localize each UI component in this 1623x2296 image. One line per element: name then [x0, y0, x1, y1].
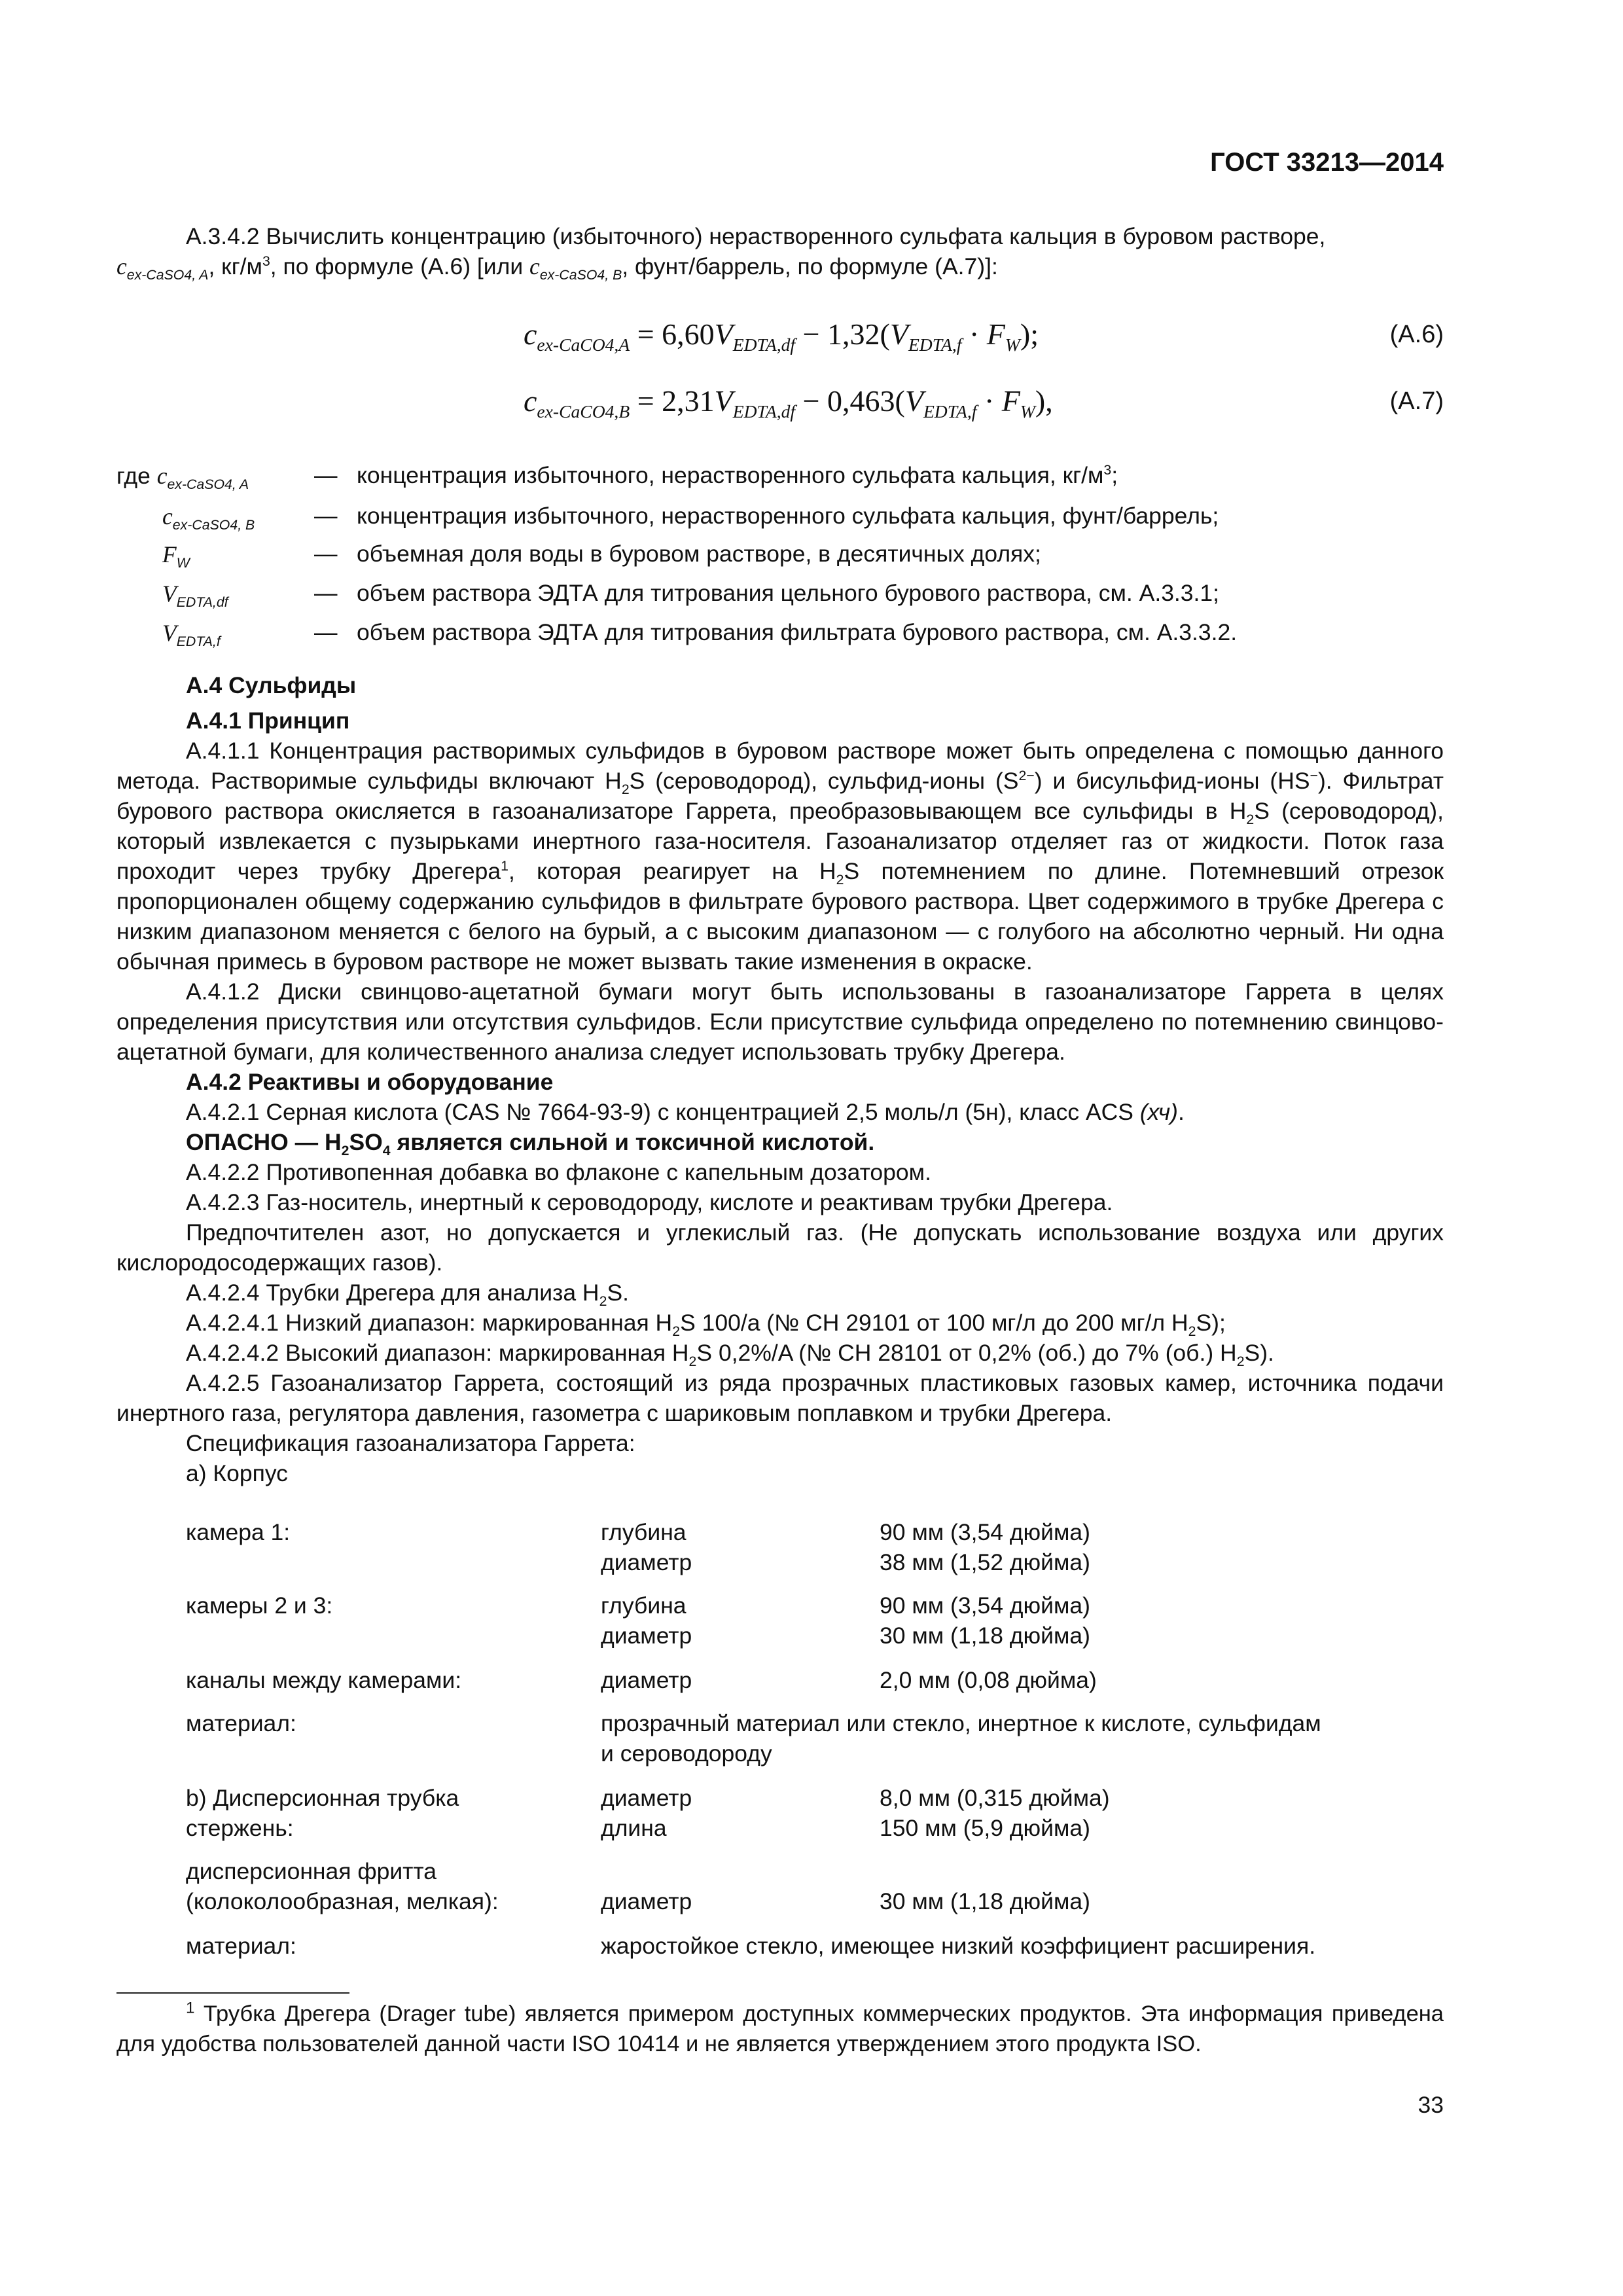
spec-cell-c2: длина [601, 1815, 667, 1841]
spec-cell-c2: диаметр [601, 1667, 692, 1693]
spec-cell-c1: камера 1: [186, 1519, 291, 1545]
section-heading: А.4.1 Принцип [186, 708, 350, 734]
spec-cell-c1: каналы между камерами: [186, 1667, 462, 1693]
spec-cell-c2: жаростойкое стекло, имеющее низкий коэффициент расширения. [601, 1933, 1316, 1959]
footnote-divider [116, 1992, 349, 1994]
paragraph-a421: А.4.2.1 Серная кислота (CAS № 7664-93-9) с концентрацией 2,5 моль/л (5н), класс ACS (хч). [186, 1099, 1185, 1125]
formula-a7-number: (А.7) [1389, 387, 1444, 415]
footnote: $^1$ Трубка Дрегера (Drager tube) является примером доступных коммерческих продуктов. Эта информация приведена для удобства пользователей данной части ISO 10414 и не является утверждением этого продукта ISO. [116, 1999, 1444, 2056]
legend-row: где $c_{ex-CaSO4, A}$ — концентрация избыточного, нерастворенного сульфата кальция, $кг/м^3$; [116, 462, 1118, 493]
spec-cell-c2: диаметр [601, 1623, 692, 1649]
danger-warning: ОПАСНО — $H_2SO_4$ является сильной и токсичной кислотой. [186, 1129, 875, 1159]
spec-cell-c1: стержень: [186, 1815, 294, 1841]
legend-row: $c_{ex-CaSO4, B}$ — концентрация избыточного, нерастворенного сульфата кальция, фунт/баррель; [162, 503, 1219, 533]
spec-cell-c1: материал: [186, 1933, 296, 1959]
spec-cell-c3: 30 мм (1,18 дюйма) [880, 1623, 1090, 1649]
paragraph-a4242: А.4.2.4.2 Высокий диапазон: маркированная $H_2S$ 0,2%/A (№ CH 28101 от 0,2% (об.) до 7% (об.) $H_2S$). [186, 1340, 1274, 1370]
spec-cell-c2: и сероводороду [601, 1740, 772, 1767]
spec-cell-c2: глубина [601, 1519, 687, 1545]
spec-cell-c3: 150 мм (5,9 дюйма) [880, 1815, 1090, 1841]
spec-cell-c3: 2,0 мм (0,08 дюйма) [880, 1667, 1097, 1693]
formula-a6-number: (А.6) [1389, 321, 1444, 348]
paragraph-body-label: a) Корпус [186, 1460, 288, 1486]
paragraph-preferred-gas: Предпочтителен азот, но допускается и углекислый газ. (Не допускать использование воздуха или других кислородосодержащих газов). [116, 1219, 1444, 1276]
legend-row: $V_{EDTA,df}$ — объем раствора ЭДТА для титрования цельного бурового раствора, см. А.3.3.1; [162, 580, 1220, 611]
spec-cell-c1: b) Дисперсионная трубка [186, 1785, 459, 1811]
formula-a6: $c_{ex-CaCO4,A} = 6,60V_{EDTA,df} - 1,32(V_{EDTA,f} \cdot F_W)$; [524, 317, 1039, 355]
spec-cell-c1: (колоколообразная, мелкая): [186, 1888, 499, 1914]
paragraph-a422: А.4.2.2 Противопенная добавка во флаконе с капельным дозатором. [186, 1159, 931, 1185]
section-heading: А.4.2 Реактивы и оборудование [186, 1069, 554, 1095]
section-heading: А.4 Сульфиды [186, 672, 357, 698]
legend-row: $F_W$ — объемная доля воды в буровом растворе, в десятичных долях; [162, 541, 1041, 571]
spec-cell-c1: материал: [186, 1710, 296, 1736]
paragraph-a423: А.4.2.3 Газ-носитель, инертный к сероводороду, кислоте и реактивам трубки Дрегера. [186, 1189, 1113, 1215]
spec-cell-c3: 8,0 мм (0,315 дюйма) [880, 1785, 1110, 1811]
paragraph-a4241: А.4.2.4.1 Низкий диапазон: маркированная $H_2S$ 100/a (№ CH 29101 от 100 мг/л до 200 мг/л $H_2S$); [186, 1310, 1226, 1340]
spec-cell-c3: 90 мм (3,54 дюйма) [880, 1592, 1090, 1619]
paragraph-spec-intro: Спецификация газоанализатора Гаррета: [186, 1430, 635, 1456]
spec-cell-c3: 30 мм (1,18 дюйма) [880, 1888, 1090, 1914]
paragraph-a412: А.4.1.2 Диски свинцово-ацетатной бумаги могут быть использованы в газоанализаторе Гаррета в целях определения присутствия или отсутствия сульфидов. Если присутствие сульфида определено по потемнению свинцово-ацетатной бумаги, для количественного анализа следует использовать трубку Дрегера. [116, 978, 1444, 1065]
intro-paragraph: А.3.4.2 Вычислить концентрацию (избыточного) нерастворенного сульфата кальция в буровом растворе, $c_{ex-CaSO4, A}$, $кг/м^3$, по формуле (А.6) [или $c_{ex-CaSO4, B}$, фунт/баррель, по формуле (А.7)]: [116, 223, 1326, 283]
paragraph-a411: А.4.1.1 Концентрация растворимых сульфидов в буровом растворе может быть определена с помощью данного метода. Растворимые сульфиды включают $H_2S$ (сероводород), сульфид-ионы $(S^{2-})$ и бисульфид-ионы (HS−). Фильтрат бурового раствора окисляется в газоанализаторе Гаррета, преобразовывающем все сульфиды в $H_2S$ (сероводород), который извлекается с пузырьками инертного газа-носителя. Газоанализатор отделяет газ от жидкости. Поток газа проходит через трубку Дрегера$^1$, которая реагирует на $H_2S$ потемнением по длине. Потемневший отрезок пропорционален общему содержанию сульфидов в фильтрате бурового раствора. Цвет содержимого в трубке Дрегера с низким диапазоном меняется с белого на бурый, а с высоким диапазоном — с голубого на абсолютно черный. Ни одна обычная примесь в буровом растворе не может вызвать такие изменения в окраске. [116, 738, 1444, 975]
legend-row: $V_{EDTA,f}$ — объем раствора ЭДТА для титрования фильтрата бурового раствора, см. А.3.3.2. [162, 619, 1238, 650]
spec-cell-c1: камеры 2 и 3: [186, 1592, 333, 1619]
spec-cell-c2: диаметр [601, 1785, 692, 1811]
page-number: 33 [1418, 2092, 1444, 2118]
spec-cell-c3: 90 мм (3,54 дюйма) [880, 1519, 1090, 1545]
page [116, 0, 1444, 2296]
spec-cell-c2: диаметр [601, 1888, 692, 1914]
paragraph-a425: А.4.2.5 Газоанализатор Гаррета, состоящий из ряда прозрачных пластиковых газовых камер, источника подачи инертного газа, регулятора давления, газометра с шариковым поплавком и трубки Дрегера. [116, 1370, 1444, 1426]
spec-cell-c3: 38 мм (1,52 дюйма) [880, 1549, 1090, 1575]
formula-a7: $c_{ex-CaCO4,B} = 2,31V_{EDTA,df} - 0,463(V_{EDTA,f} \cdot F_W)$, [524, 384, 1053, 422]
document-number: ГОСТ 33213—2014 [1210, 148, 1444, 177]
spec-cell-c2: прозрачный материал или стекло, инертное к кислоте, сульфидам [601, 1710, 1321, 1736]
paragraph-a424: А.4.2.4 Трубки Дрегера для анализа $H_2S$. [186, 1280, 629, 1310]
spec-cell-c1: дисперсионная фритта [186, 1858, 437, 1884]
spec-cell-c2: глубина [601, 1592, 687, 1619]
spec-cell-c2: диаметр [601, 1549, 692, 1575]
